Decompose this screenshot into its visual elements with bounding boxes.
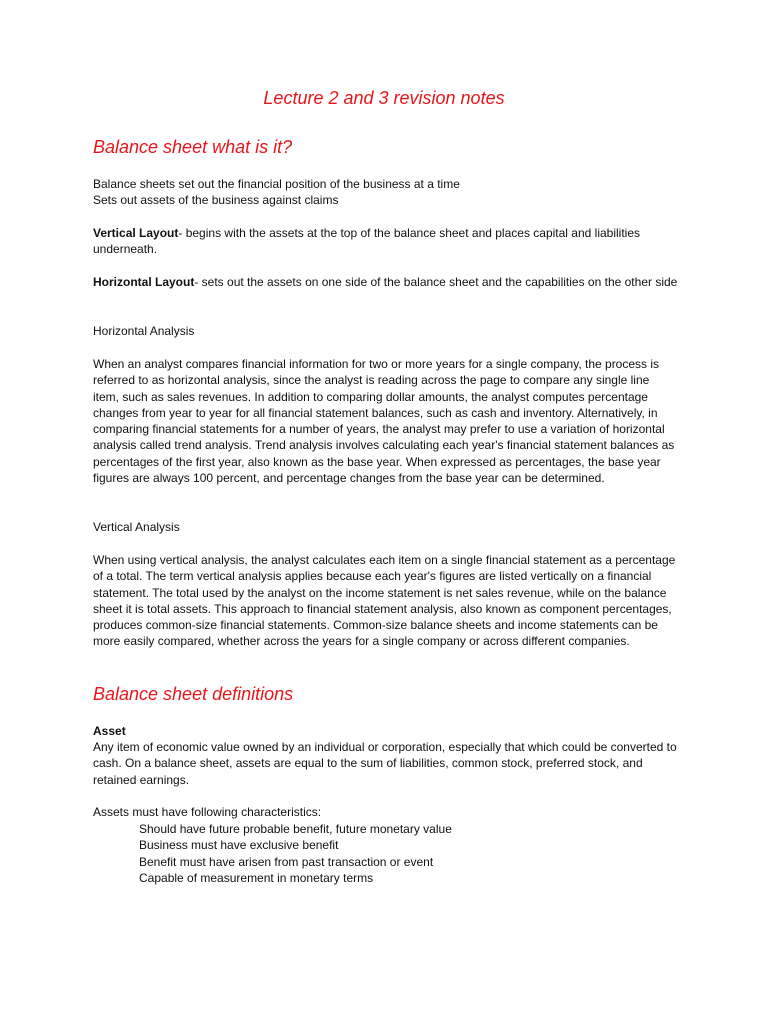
- horizontal-analysis-heading: Horizontal Analysis: [93, 324, 195, 338]
- horizontal-layout-paragraph: [93, 274, 678, 290]
- vertical-layout-text: - begins with the assets at the top of the balance sheet and places capital and liabilities underneath.: [93, 226, 640, 257]
- horizontal-layout-term: Horizontal Layout: [93, 275, 195, 289]
- list-item: Benefit must have arisen from past transaction or event: [139, 854, 434, 869]
- list-item: Business must have exclusive benefit: [139, 838, 339, 853]
- asset-definition: Any item of economic value owned by an individual or corporation, especially that which could be converted to cash. On a balance sheet, assets are equal to the sum of liabilities, common stock, preferred stock, and retained earnings.: [93, 740, 677, 787]
- document-title: Lecture 2 and 3 revision notes: [263, 88, 505, 108]
- section-heading-definitions: Balance sheet definitions: [93, 684, 294, 704]
- list-item: Capable of measurement in monetary terms: [139, 870, 374, 885]
- intro-paragraph: [93, 176, 678, 209]
- intro-line-1: Balance sheets set out the financial position of the business at a time: [93, 177, 460, 191]
- vertical-analysis-paragraph: When using vertical analysis, the analyst calculates each item on a single financial statement as a percentage of a total. The term vertical analysis applies because each year's figures are listed vertically on a financial statement. The total used by the analyst on the income statement is net sales revenue, while on the balance sheet it is total assets. This approach to financial statement analysis, also known as component percentages, produces common-size financial statements. Common-size balance sheets and income statements can be more easily compared, whether across the years for a single company or across different companies.: [93, 553, 676, 649]
- section-heading-balance-sheet: Balance sheet what is it?: [93, 137, 293, 157]
- intro-line-2: Sets out assets of the business against claims: [93, 193, 339, 208]
- characteristics-list: [139, 821, 452, 886]
- asset-term: Asset: [93, 724, 126, 738]
- horizontal-analysis-paragraph: When an analyst compares financial information for two or more years for a single company, the process is referred to as horizontal analysis, since the analyst is reading across the page to compare any single line item, such as sales revenues. In addition to comparing dollar amounts, the analyst computes percentage changes from year to year for all financial statement balances, such as cash and inventory. Alternatively, in comparing financial statements for a number of years, the analyst may prefer to use a variation of horizontal analysis called trend analysis. Trend analysis involves calculating each year's financial statement balances as percentages of the first year, also known as the base year. When expressed as percentages, the base year figures are always 100 percent, and percentage changes from the base year can be determined.: [93, 357, 675, 486]
- horizontal-layout-text: - sets out the assets on one side of the balance sheet and the capabilities on the other side: [194, 275, 678, 289]
- list-item: Should have future probable benefit, future monetary value: [139, 822, 452, 836]
- vertical-layout-term: Vertical Layout: [93, 226, 179, 240]
- vertical-layout-paragraph: [93, 225, 678, 258]
- vertical-analysis-heading: Vertical Analysis: [93, 520, 180, 534]
- characteristics-intro: Assets must have following characteristics:: [93, 805, 322, 819]
